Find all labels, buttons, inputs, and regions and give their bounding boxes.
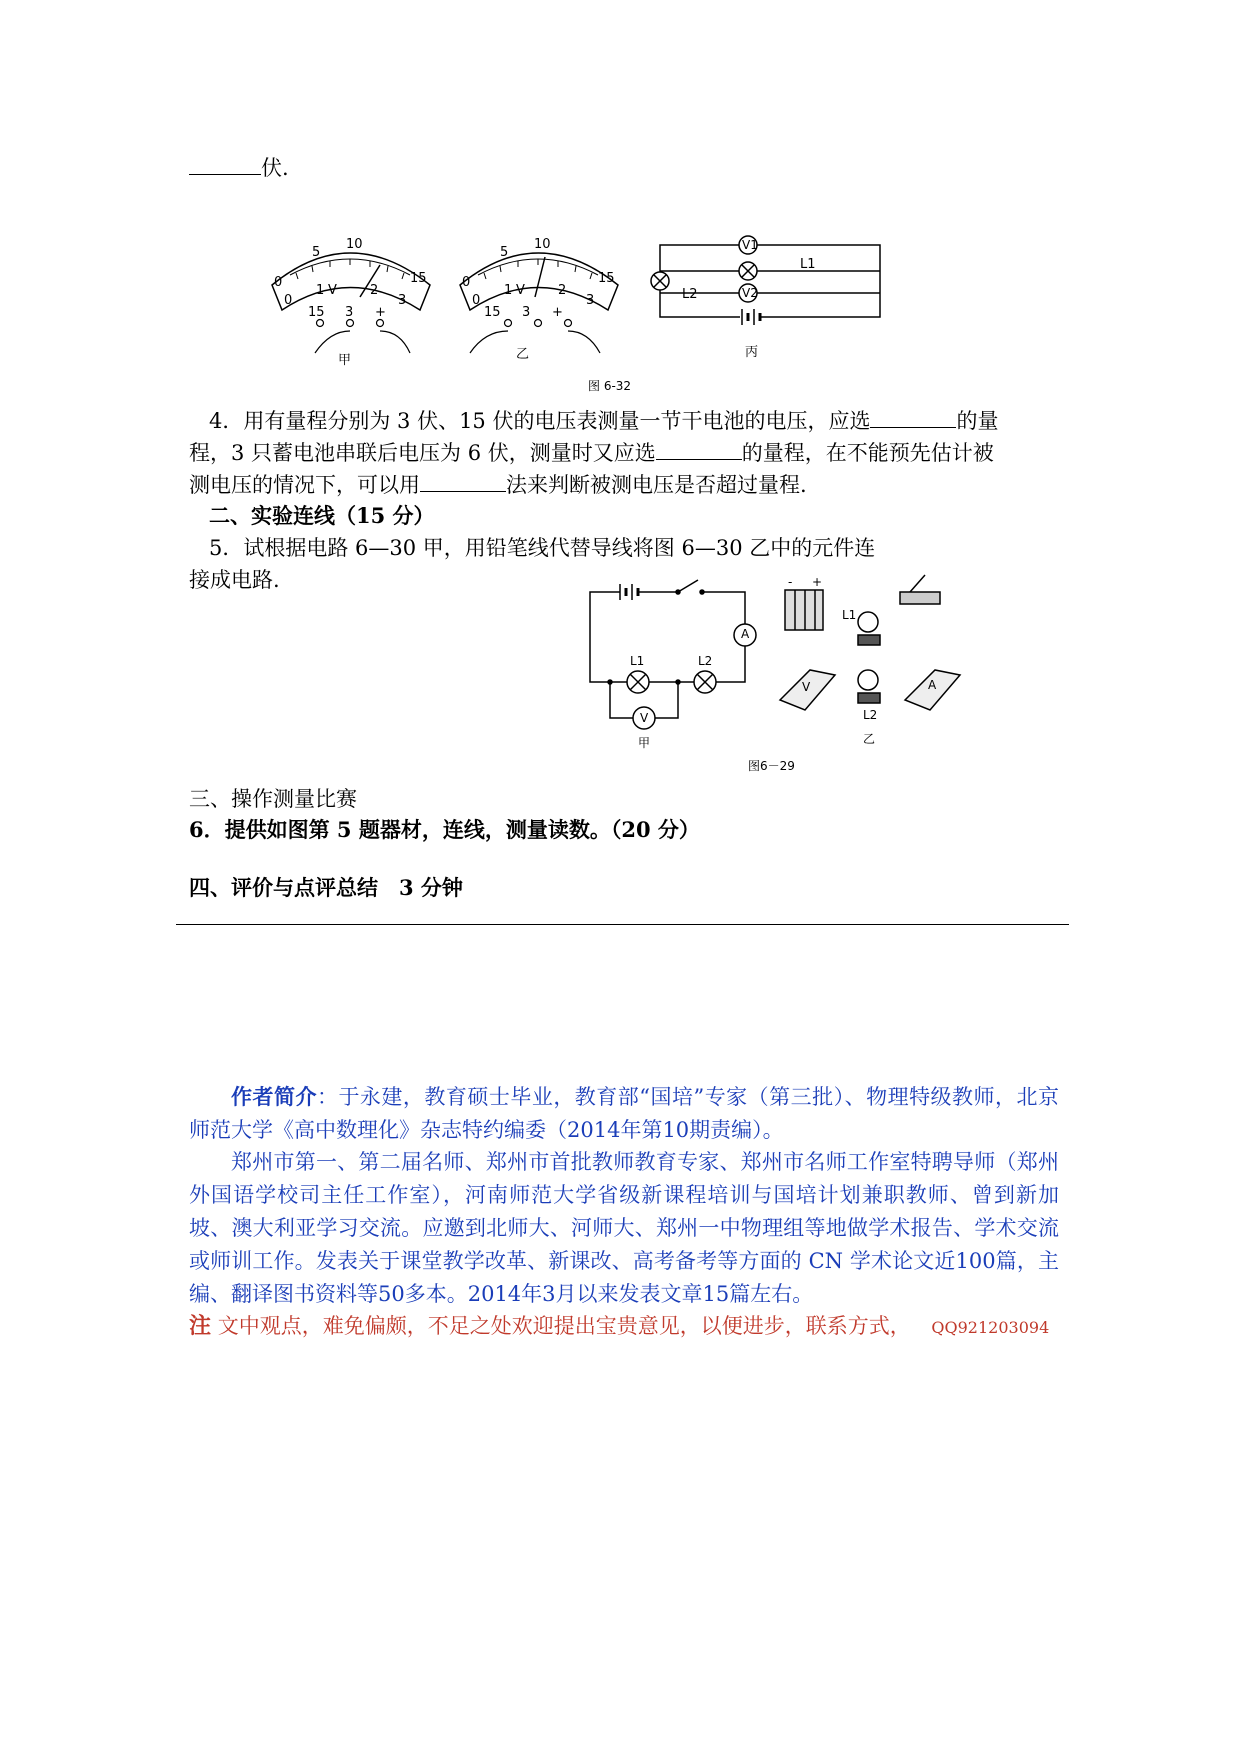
meter-jia-labels	[260, 235, 450, 368]
scale-label: 10	[534, 237, 551, 252]
answer-blank	[656, 437, 742, 460]
ammeter-label: A	[928, 678, 937, 692]
q4-text: 测电压的情况下，可以用	[189, 473, 420, 497]
lamp-label: L2	[682, 287, 698, 302]
terminal-label: 3	[345, 305, 354, 320]
top-answer-line	[189, 152, 289, 183]
voltmeter-label: V	[640, 711, 649, 725]
battery-plus: +	[812, 575, 823, 589]
scale-label: 1	[504, 283, 513, 298]
terminal-label: 3	[522, 305, 531, 320]
answer-blank	[870, 405, 956, 428]
ammeter-label: A	[741, 627, 750, 641]
author-bio-text: ：于永建，教育硕士毕业，教育部“国培”专家（第三批）、物理特级教师，北京师范大学《高中数理化》杂志特约编委（2014年第10期责编）。	[189, 1085, 1060, 1142]
q4-text: 的量程，在不能预先估计被	[741, 441, 994, 465]
author-bio-p2: 郑州市第一、第二届名师、郑州市首批教师教育专家、郑州市名师工作室特聘导师（郑州外国语学校司主任工作室），河南师范大学省级新课程培训与国培计划兼职教师、曾到新加坡、澳大利亚学习交流。应邀到北师大、河师大、郑州一中物理组等地做学术报告、学术交流或师训工作。发表关于课堂教学改革、新课改、高考备考等方面的 CN 学术论文近100篇，主编、翻译图书资料等50多本。2014年3月以来发表文章15篇左右。	[189, 1150, 1059, 1306]
scale-label: 15	[410, 271, 427, 286]
scale-label: 3	[398, 293, 407, 308]
section-2-title: 二、实验连线（15 分）	[209, 503, 435, 528]
scale-label: 2	[558, 283, 567, 298]
lamp-label: L1	[800, 257, 816, 272]
terminal-label: +	[552, 305, 563, 320]
figure-6-29-labels	[580, 570, 980, 770]
scale-label: 2	[370, 283, 379, 298]
section-3-title: 三、操作测量比赛	[189, 787, 357, 811]
lamp-label: L2	[698, 654, 713, 668]
lamp-label: L1	[630, 654, 645, 668]
scale-label: 5	[312, 245, 321, 260]
figure-sublabel: 甲	[338, 353, 352, 368]
figure-sublabel: 乙	[863, 732, 876, 746]
figure-sublabel: 甲	[638, 736, 651, 750]
figure-sublabel: 乙	[516, 347, 530, 362]
scale-label: 3	[586, 293, 595, 308]
meter-yi-labels	[448, 235, 638, 365]
figure-6-32-caption: 图 6-32	[588, 379, 632, 393]
scale-label: 0	[274, 275, 283, 290]
scale-label: 15	[598, 271, 615, 286]
voltmeter-label: V2	[742, 286, 758, 300]
q4-line-1	[209, 405, 998, 436]
figure-6-29-caption: 图6－29	[748, 759, 795, 773]
scale-label: V	[516, 283, 525, 298]
q4-line-3	[189, 469, 807, 500]
terminal-label: +	[375, 305, 386, 320]
section-4-title: 四、评价与点评总结 3 分钟	[189, 875, 463, 900]
scale-label: 5	[500, 245, 509, 260]
q5-line-1: 5．试根据电路 6—30 甲，用铅笔线代替导线将图 6—30 乙中的元件连	[209, 536, 876, 560]
note-label: 注	[189, 1313, 212, 1339]
answer-blank	[420, 469, 506, 492]
q4-line-2	[189, 437, 994, 468]
q4-text: 4．用有量程分别为 3 伏、15 伏的电压表测量一节干电池的电压，应选	[209, 409, 871, 433]
author-bio-p1	[189, 1080, 1059, 1147]
lamp-label: L1	[842, 608, 857, 622]
note-line	[189, 1311, 1049, 1343]
terminal-label: 15	[308, 305, 325, 320]
q4-text: 法来判断被测电压是否超过量程.	[506, 473, 807, 497]
scale-label: V	[328, 283, 337, 298]
lamp-label: L2	[863, 708, 878, 722]
note-contact: QQ921203094	[931, 1318, 1050, 1337]
figure-sublabel: 丙	[745, 345, 759, 360]
battery-minus: -	[788, 575, 793, 589]
q6-text: 6．提供如图第 5 题器材，连线，测量读数。（20 分）	[189, 817, 700, 842]
q4-text: 程，3 只蓄电池串联后电压为 6 伏，测量时又应选	[189, 441, 656, 465]
unit-text: 伏.	[261, 156, 289, 180]
note-text: 文中观点，难免偏颇，不足之处欢迎提出宝贵意见，以便进步，联系方式，	[217, 1314, 911, 1338]
q4-text: 的量	[956, 409, 999, 433]
scale-label: 1	[316, 283, 325, 298]
terminal-label: 15	[484, 305, 501, 320]
voltmeter-label: V1	[742, 238, 758, 252]
scale-label: 10	[346, 237, 363, 252]
voltmeter-label: V	[802, 680, 811, 694]
author-bio-label: 作者简介	[231, 1084, 317, 1109]
circuit-bing-labels	[660, 235, 890, 365]
q5-line-2: 接成电路.	[189, 568, 280, 592]
scale-label: 0	[462, 275, 471, 290]
scale-label: 0	[472, 293, 481, 308]
section-divider	[176, 924, 1069, 925]
answer-blank	[189, 152, 261, 175]
scale-label: 0	[284, 293, 293, 308]
